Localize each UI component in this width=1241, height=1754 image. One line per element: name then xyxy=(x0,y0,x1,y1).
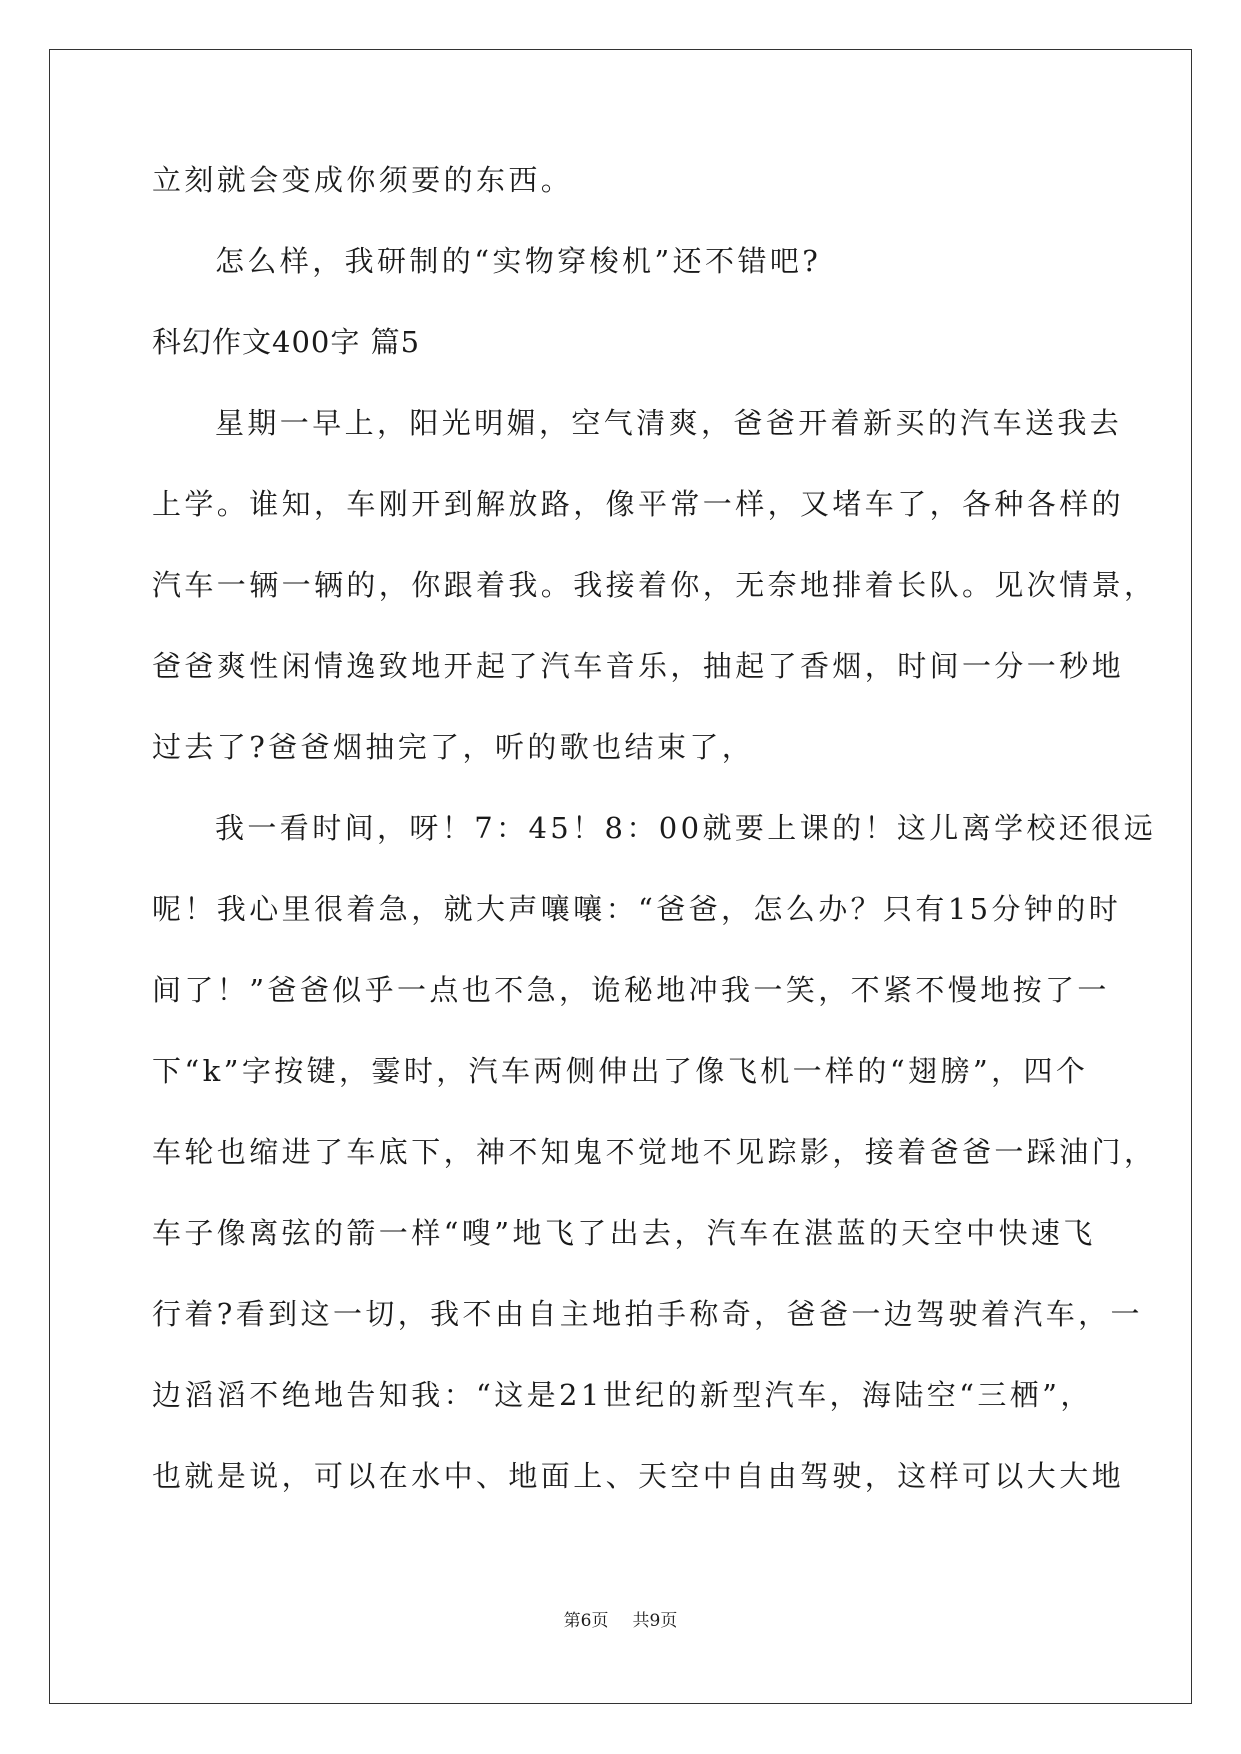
text-line: 汽车一辆一辆的，你跟着我。我接着你，无奈地排着长队。见次情景， xyxy=(152,568,1157,602)
text-line: 怎么样，我研制的“实物穿梭机”还不错吧? xyxy=(215,244,822,278)
total-pages: 共9页 xyxy=(632,1611,678,1631)
text-line: 行着?看到这一切，我不由自主地拍手称奇，爸爸一边驾驶着汽车，一 xyxy=(152,1297,1143,1331)
text-line: 我一看时间，呀！7：45！8：00就要上课的！这儿离学校还很远 xyxy=(215,811,1157,845)
text-line: 间了！”爸爸似乎一点也不急，诡秘地冲我一笑，不紧不慢地按了一 xyxy=(152,973,1110,1007)
text-line: 边滔滔不绝地告知我：“这是21世纪的新型汽车，海陆空“三栖”， xyxy=(152,1378,1093,1412)
section-heading: 科幻作文400字 篇5 xyxy=(152,325,421,359)
text-line: 星期一早上，阳光明媚，空气清爽，爸爸开着新买的汽车送我去 xyxy=(215,406,1123,440)
text-line: 下“k”字按键，霎时，汽车两侧伸出了像飞机一样的“翅膀”，四个 xyxy=(152,1054,1089,1088)
text-line: 立刻就会变成你须要的东西。 xyxy=(152,163,574,197)
text-line: 爸爸爽性闲情逸致地开起了汽车音乐，抽起了香烟，时间一分一秒地 xyxy=(152,649,1125,683)
text-line: 过去了?爸爸烟抽完了，听的歌也结束了， xyxy=(152,730,755,764)
page-footer xyxy=(0,1610,1241,1632)
text-line: 也就是说，可以在水中、地面上、天空中自由驾驶，这样可以大大地 xyxy=(152,1459,1125,1493)
text-line: 车子像离弦的箭一样“嗖”地飞了出去，汽车在湛蓝的天空中快速飞 xyxy=(152,1216,1096,1250)
document-body xyxy=(152,161,1157,1538)
text-line: 上学。谁知，车刚开到解放路，像平常一样，又堵车了，各种各样的 xyxy=(152,487,1125,521)
text-line: 车轮也缩进了车底下，神不知鬼不觉地不见踪影，接着爸爸一踩油门， xyxy=(152,1135,1157,1169)
text-line: 呢！我心里很着急，就大声嚷嚷：“爸爸，怎么办？只有15分钟的时 xyxy=(152,892,1122,926)
page-number: 第6页 xyxy=(563,1611,609,1631)
